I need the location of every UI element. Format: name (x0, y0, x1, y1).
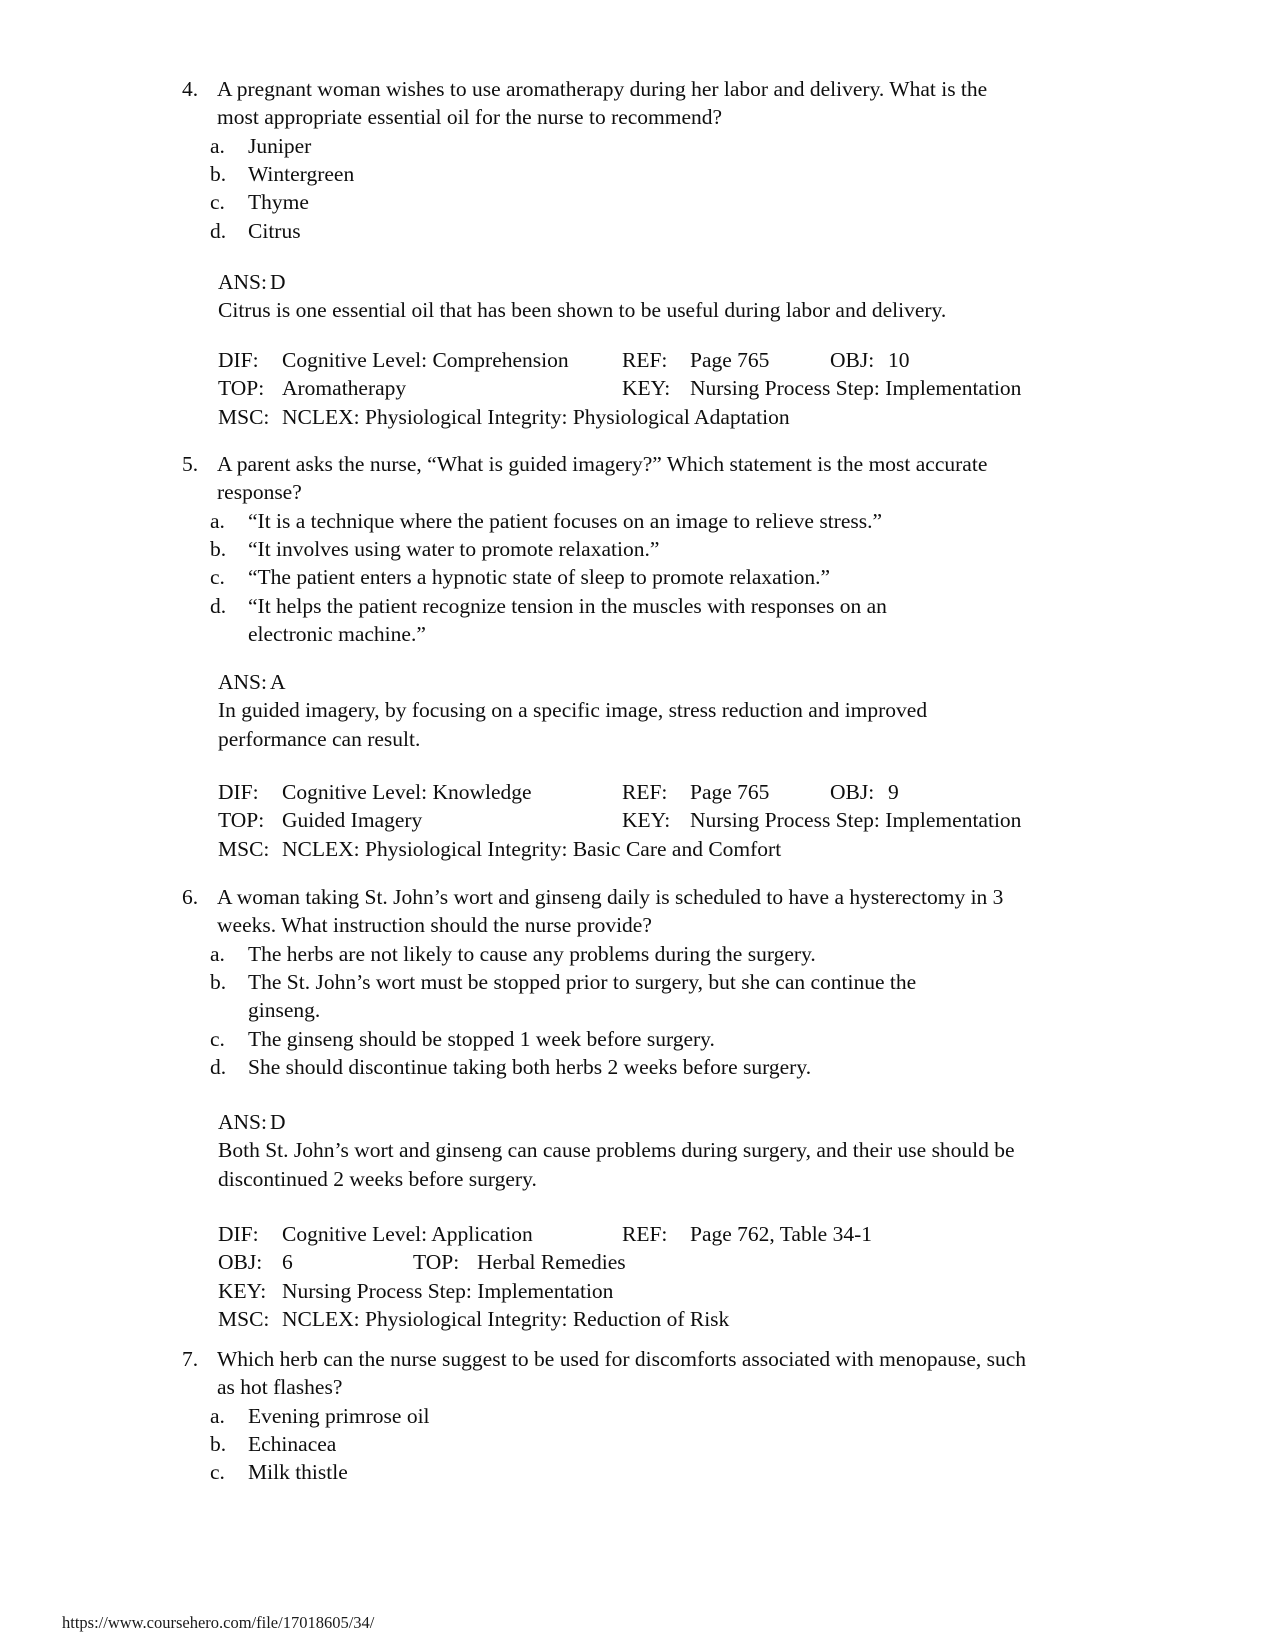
text-segment: Citrus is one essential oil that has been shown to be useful during labor and delivery. (218, 298, 947, 323)
text-segment: d. (210, 218, 227, 243)
text-segment: ANS: (218, 670, 267, 694)
text-segment: 10 (888, 348, 910, 372)
text-segment: discontinued 2 weeks before surgery. (218, 1166, 537, 1191)
text-segment: KEY: (622, 808, 671, 833)
question-6 (0, 883, 1275, 1081)
text-line (0, 1248, 1275, 1276)
text-segment: KEY: (218, 1278, 267, 1303)
text-segment: REF: (622, 780, 668, 804)
text-segment: TOP: (218, 808, 265, 833)
question-4 (0, 75, 1275, 245)
text-line (0, 1373, 1275, 1401)
text-segment: 6. (182, 885, 199, 909)
text-segment: Cognitive Level: Application (282, 1222, 533, 1246)
text-segment: The ginseng should be stopped 1 week before surgery. (248, 1026, 715, 1051)
answer-5 (0, 668, 1275, 753)
text-segment: TOP: (413, 1250, 460, 1275)
text-line (0, 968, 1275, 996)
text-segment: NCLEX: Physiological Integrity: Physiological Adaptation (282, 404, 790, 429)
text-segment: A woman taking St. John’s wort and ginseng daily is scheduled to have a hysterectomy in 3 (217, 885, 1004, 909)
text-segment: Cognitive Level: Comprehension (282, 348, 569, 372)
text-line (0, 160, 1275, 188)
meta-4 (0, 346, 1275, 431)
text-segment: D (270, 1110, 286, 1134)
text-segment: ginseng. (248, 998, 321, 1023)
meta-5 (0, 778, 1275, 863)
text-segment: Cognitive Level: Knowledge (282, 780, 532, 804)
text-line (0, 374, 1275, 402)
text-line (0, 940, 1275, 968)
text-line (0, 507, 1275, 535)
text-segment: a. (210, 133, 225, 158)
text-segment: ANS: (218, 270, 267, 294)
text-segment: KEY: (622, 376, 671, 401)
answer-6 (0, 1108, 1275, 1193)
text-segment: DIF: (218, 1222, 259, 1246)
text-segment: A (270, 670, 286, 694)
text-segment: weeks. What instruction should the nurse provide? (217, 913, 652, 938)
text-line (0, 75, 1275, 103)
text-line (0, 535, 1275, 563)
text-segment: Nursing Process Step: Implementation (282, 1278, 614, 1303)
text-segment: b. (210, 969, 227, 994)
text-segment: Milk thistle (248, 1460, 348, 1485)
text-segment: most appropriate essential oil for the nurse to recommend? (217, 105, 723, 130)
text-segment: DIF: (218, 348, 259, 372)
text-line (0, 296, 1275, 324)
text-segment: Nursing Process Step: Implementation (690, 808, 1022, 833)
text-segment: 9 (888, 780, 899, 804)
text-line (0, 1136, 1275, 1164)
footer-url: https://www.coursehero.com/file/17018605/34/ (62, 1613, 375, 1632)
text-line (0, 403, 1275, 431)
text-segment: b. (210, 536, 227, 561)
text-line (0, 217, 1275, 245)
text-segment: 7. (182, 1347, 199, 1371)
text-segment: In guided imagery, by focusing on a specific image, stress reduction and improved (218, 698, 928, 723)
text-line (0, 1277, 1275, 1305)
text-segment: Page 765 (690, 780, 770, 804)
text-line (0, 132, 1275, 160)
text-line (0, 883, 1275, 911)
text-segment: a. (210, 508, 225, 533)
text-line (0, 450, 1275, 478)
text-segment: OBJ: (218, 1250, 263, 1275)
text-line (0, 1430, 1275, 1458)
text-line (0, 911, 1275, 939)
text-segment: as hot flashes? (217, 1375, 343, 1400)
text-segment: c. (210, 1026, 225, 1051)
text-line (0, 1458, 1275, 1486)
text-line (0, 1108, 1275, 1136)
text-segment: MSC: (218, 404, 270, 429)
text-segment: “It involves using water to promote relaxation.” (248, 536, 660, 561)
text-segment: REF: (622, 348, 668, 372)
text-segment: 5. (182, 452, 199, 476)
text-segment: c. (210, 1460, 225, 1485)
text-line (0, 1165, 1275, 1193)
meta-6 (0, 1220, 1275, 1333)
text-line (0, 1345, 1275, 1373)
text-segment: Which herb can the nurse suggest to be used for discomforts associated with menopause, such (217, 1347, 1027, 1371)
question-7 (0, 1345, 1275, 1487)
text-segment: a. (210, 1403, 225, 1428)
text-line (0, 103, 1275, 131)
text-line (0, 592, 1275, 620)
text-segment: Evening primrose oil (248, 1403, 430, 1428)
text-line (0, 1025, 1275, 1053)
text-segment: b. (210, 161, 227, 186)
text-segment: b. (210, 1431, 227, 1456)
text-segment: Aromatherapy (282, 376, 407, 401)
text-segment: DIF: (218, 780, 259, 804)
text-segment: “It helps the patient recognize tension in the muscles with responses on an (248, 593, 887, 618)
text-line (0, 478, 1275, 506)
text-segment: Echinacea (248, 1431, 337, 1456)
text-segment: NCLEX: Physiological Integrity: Reduction of Risk (282, 1306, 730, 1331)
text-segment: a. (210, 941, 225, 966)
text-segment: REF: (622, 1222, 668, 1246)
text-line (0, 1305, 1275, 1333)
text-segment: d. (210, 593, 227, 618)
text-line (0, 268, 1275, 296)
text-segment: “The patient enters a hypnotic state of sleep to promote relaxation.” (248, 565, 831, 590)
text-line (0, 188, 1275, 216)
text-segment: NCLEX: Physiological Integrity: Basic Care and Comfort (282, 836, 782, 861)
text-line (0, 1402, 1275, 1430)
text-segment: 6 (282, 1250, 293, 1275)
question-5 (0, 450, 1275, 648)
text-segment: MSC: (218, 836, 270, 861)
text-line (0, 835, 1275, 863)
text-segment: The St. John’s wort must be stopped prior to surgery, but she can continue the (248, 969, 917, 994)
text-line (0, 1220, 1275, 1248)
text-line (0, 668, 1275, 696)
text-segment: D (270, 270, 286, 294)
text-segment: Both St. John’s wort and ginseng can cause problems during surgery, and their use should be (218, 1138, 1015, 1163)
text-segment: The herbs are not likely to cause any problems during the surgery. (248, 941, 816, 966)
text-line (0, 346, 1275, 374)
text-segment: OBJ: (830, 348, 875, 372)
text-segment: performance can result. (218, 726, 421, 751)
text-line (0, 1053, 1275, 1081)
text-segment: She should discontinue taking both herbs 2 weeks before surgery. (248, 1054, 812, 1079)
text-segment: Wintergreen (248, 161, 355, 186)
text-segment: TOP: (218, 376, 265, 401)
text-line (0, 563, 1275, 591)
text-segment: Page 765 (690, 348, 770, 372)
text-segment: electronic machine.” (248, 621, 426, 646)
text-segment: ANS: (218, 1110, 267, 1134)
text-line (0, 806, 1275, 834)
text-line (0, 996, 1275, 1024)
text-segment: OBJ: (830, 780, 875, 804)
text-segment: Herbal Remedies (477, 1250, 626, 1275)
text-segment: Page 762, Table 34-1 (690, 1222, 873, 1246)
text-segment: A parent asks the nurse, “What is guided imagery?” Which statement is the most accurate (217, 452, 988, 476)
text-segment: MSC: (218, 1306, 270, 1331)
text-segment: response? (217, 480, 302, 505)
text-segment: “It is a technique where the patient focuses on an image to relieve stress.” (248, 508, 883, 533)
text-segment: c. (210, 565, 225, 590)
text-line (0, 778, 1275, 806)
text-segment: Juniper (248, 133, 312, 158)
text-segment: Thyme (248, 190, 309, 215)
answer-4 (0, 268, 1275, 325)
text-segment: d. (210, 1054, 227, 1079)
text-segment: c. (210, 190, 225, 215)
text-segment: Citrus (248, 218, 301, 243)
text-line (0, 620, 1275, 648)
text-segment: Nursing Process Step: Implementation (690, 376, 1022, 401)
text-segment: Guided Imagery (282, 808, 423, 833)
text-line (0, 696, 1275, 724)
text-line (0, 725, 1275, 753)
text-segment: A pregnant woman wishes to use aromatherapy during her labor and delivery. What is the (217, 77, 988, 101)
text-segment: 4. (182, 77, 199, 101)
